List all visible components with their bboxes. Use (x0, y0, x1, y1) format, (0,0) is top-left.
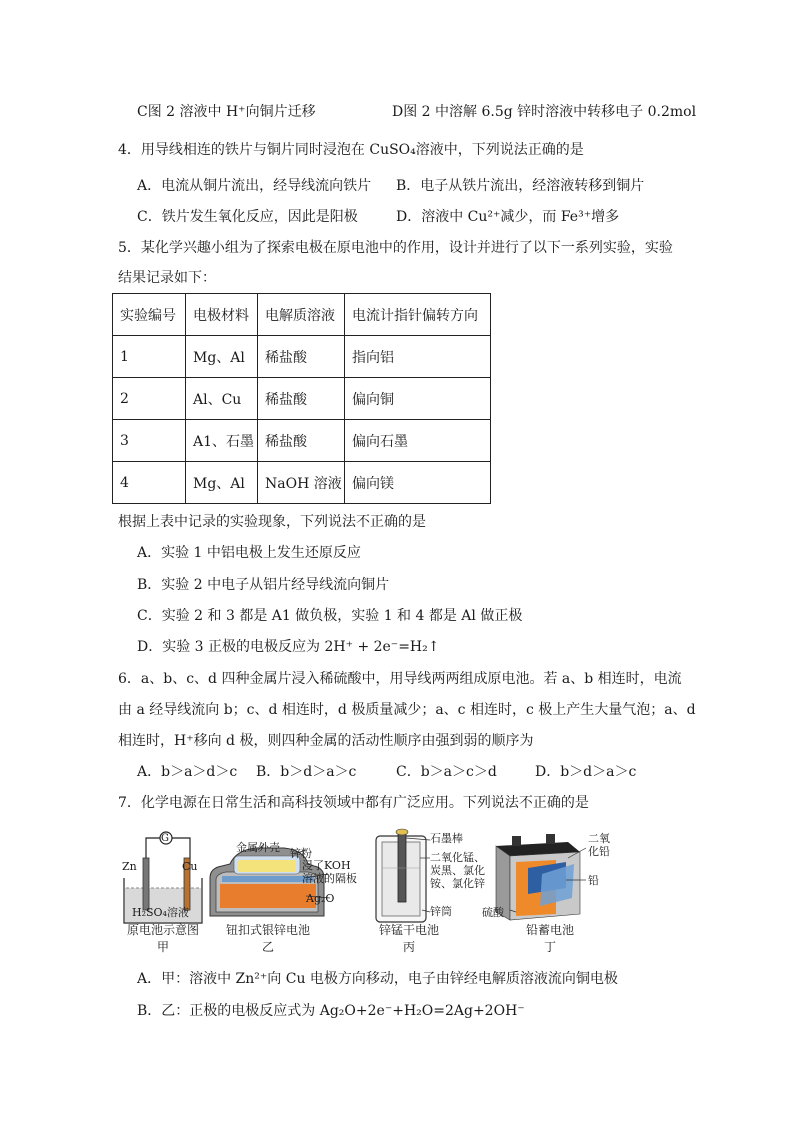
q4-option-c: C．铁片发生氧化反应，因此是阳极 (137, 209, 358, 225)
table-cell: 偏向铜 (345, 378, 491, 420)
zinc-can-label: 锌筒 (430, 905, 452, 918)
q5-option-b: B．实验 2 中电子从铝片经导线流向铜片 (137, 577, 390, 593)
table-cell: 1 (113, 336, 186, 378)
zn-label: Zn (122, 860, 137, 873)
table-header-row (113, 294, 491, 336)
q4-option-a: A．电流从铜片流出，经导线流向铁片 (137, 178, 372, 194)
q5-question: 根据上表中记录的实验现象，下列说法不正确的是 (118, 514, 426, 530)
galvanometer-label: G (161, 833, 169, 844)
q6-option-a: A．b＞a＞d＞c (137, 764, 238, 780)
shell-label: 金属外壳 (236, 841, 280, 854)
table-cell: 稀盐酸 (258, 336, 345, 378)
dry-cell-drawing (372, 828, 432, 928)
table-row (113, 462, 491, 504)
pbo2-label-2: 化铅 (588, 845, 610, 858)
table-row (113, 378, 491, 420)
table-header-cell: 电极材料 (186, 294, 258, 336)
table-cell: NaOH 溶液 (258, 462, 345, 504)
table-cell: Al、Cu (186, 378, 258, 420)
table-cell: 稀盐酸 (258, 378, 345, 420)
separator-label-2: 溶液的隔板 (302, 872, 357, 885)
table-row (113, 420, 491, 462)
q3-option-c: C图 2 溶液中 H⁺向铜片迁移 (137, 104, 316, 120)
tag-bing: 丙 (402, 940, 415, 954)
caption-lead-acid: 铅蓄电池 (525, 923, 574, 937)
ag2o-label: Ag₂O (306, 892, 335, 905)
q5-option-c: C．实验 2 和 3 都是 A1 做负极，实验 1 和 4 都是 Al 做正极 (137, 608, 523, 624)
pb-label: 铅 (588, 874, 599, 887)
q6-option-c: C．b＞a＞c＞d (396, 764, 497, 780)
paste-label-3: 铵、氯化锌 (430, 877, 485, 890)
q4-option-b: B．电子从铁片流出，经溶液转移到铜片 (396, 178, 645, 194)
caption-galvanic: 原电池示意图 (126, 923, 199, 937)
table-cell: 指向铝 (345, 336, 491, 378)
table-cell: Mg、Al (186, 336, 258, 378)
tag-jia: 甲 (156, 940, 169, 954)
q5-stem-line2: 结果记录如下： (118, 270, 216, 286)
q6-option-b: B．b＞d＞a＞c (256, 764, 357, 780)
table-cell: 偏向镁 (345, 462, 491, 504)
q4-stem: 4．用导线相连的铁片与铜片同时浸泡在 CuSO₄溶液中，下列说法正确的是 (118, 142, 584, 158)
table-cell: A1、石墨 (186, 420, 258, 462)
q5-option-a: A．实验 1 中铝电极上发生还原反应 (137, 545, 361, 561)
q4-option-d: D．溶液中 Cu²⁺减少，而 Fe³⁺增多 (396, 209, 620, 225)
experiment-table (112, 293, 491, 504)
table-cell: 稀盐酸 (258, 420, 345, 462)
sulfuric-acid-label: 硫酸 (482, 906, 504, 919)
q5-option-d: D．实验 3 正极的电极反应为 2H⁺ + 2e⁻=H₂↑ (137, 639, 440, 655)
pbo2-label-1: 二氧 (588, 832, 610, 845)
paste-label-2: 炭黑、氯化 (430, 864, 485, 877)
table-header-cell: 电解质溶液 (258, 294, 345, 336)
q7-option-a: A．甲：溶液中 Zn²⁺向 Cu 电极方向移动，电子由锌经电解质溶液流向铜电极 (137, 971, 618, 987)
graphite-rod-label: 石墨棒 (430, 832, 463, 845)
tag-yi: 乙 (261, 940, 274, 954)
caption-dry-cell: 锌锰干电池 (378, 923, 439, 937)
table-cell: Mg、Al (186, 462, 258, 504)
paste-label-1: 二氧化锰、 (430, 851, 485, 864)
caption-button-cell: 钮扣式银锌电池 (225, 923, 310, 937)
table-cell: 2 (113, 378, 186, 420)
cu-label: Cu (182, 860, 198, 873)
q7-option-b: B．乙：正极的电极反应式为 Ag₂O+2e⁻+H₂O=2Ag+2OH⁻ (137, 1003, 525, 1019)
q6-option-d: D．b＞d＞a＞c (535, 764, 637, 780)
table-header-cell: 电流计指针偏转方向 (345, 294, 491, 336)
tag-ding: 丁 (543, 940, 556, 954)
table-cell: 4 (113, 462, 186, 504)
table-cell: 3 (113, 420, 186, 462)
q6-line2: 由 a 经导线流向 b；c、d 相连时，d 极质量减少；a、c 相连时，c 极上产生大量气泡；a、d (118, 702, 696, 718)
solution-label: H₂SO₄溶液 (132, 906, 189, 919)
q3-option-d: D图 2 中溶解 6.5g 锌时溶液中转移电子 0.2mol (392, 104, 697, 120)
separator-label-1: 浸了KOH (302, 859, 351, 872)
q7-stem: 7．化学电源在日常生活和高科技领域中都有广泛应用。下列说法不正确的是 (118, 795, 589, 811)
q6-line3: 相连时，H⁺移向 d 极，则四种金属的活动性顺序由强到弱的顺序为 (118, 733, 534, 749)
table-row (113, 336, 491, 378)
zinc-powder-label: 锌粉 (290, 847, 312, 860)
q5-stem-line1: 5．某化学兴趣小组为了探索电极在原电池中的作用，设计并进行了以下一系列实验，实验 (118, 240, 673, 256)
table-header-cell: 实验编号 (113, 294, 186, 336)
table-cell: 偏向石墨 (345, 420, 491, 462)
q6-line1: 6．a、b、c、d 四种金属片浸入稀硫酸中，用导线两两组成原电池。若 a、b 相连时，电流 (118, 671, 682, 687)
